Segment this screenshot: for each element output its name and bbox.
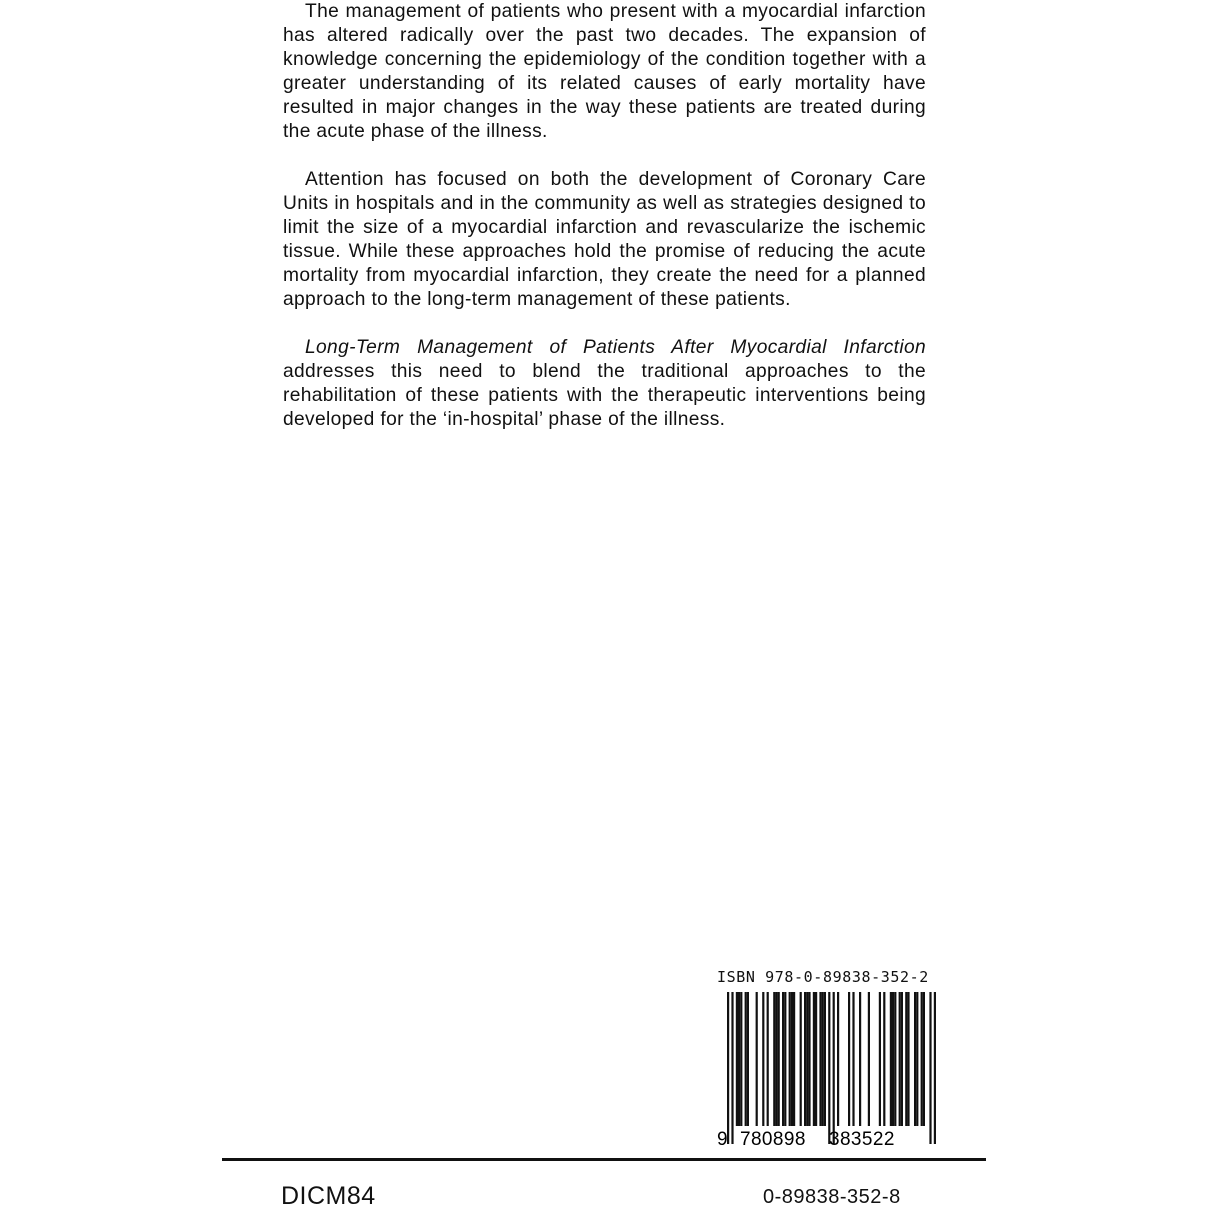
isbn-label: ISBN 978-0-89838-352-2 xyxy=(717,968,929,986)
barcode-bar xyxy=(773,992,775,1126)
barcode-bar xyxy=(756,992,758,1126)
barcode-lead-digit: 9 xyxy=(717,1129,728,1148)
barcode-bar xyxy=(806,992,808,1126)
barcode-bar xyxy=(736,992,738,1126)
barcode-bar xyxy=(819,992,821,1126)
barcode-bar xyxy=(822,992,824,1126)
barcode-left-digits: 780898 xyxy=(740,1129,806,1148)
barcode-bar xyxy=(899,992,901,1126)
barcode-bar xyxy=(907,992,909,1126)
barcode-bar xyxy=(934,992,936,1144)
barcode-bar xyxy=(852,992,854,1126)
barcode-bar xyxy=(837,992,839,1126)
barcode-right-digits: 383522 xyxy=(829,1129,895,1148)
barcode-bar xyxy=(778,992,780,1126)
barcode-bar xyxy=(901,992,903,1126)
barcode-bar xyxy=(782,992,784,1126)
barcode-bar xyxy=(923,992,925,1126)
barcode-bar xyxy=(914,992,916,1126)
barcode-bar xyxy=(727,992,729,1144)
barcode-bar xyxy=(905,992,907,1126)
barcode-bar xyxy=(738,992,740,1126)
barcode-bar xyxy=(813,992,815,1126)
barcode-bar xyxy=(868,992,870,1126)
barcode-bar xyxy=(745,992,747,1126)
blurb-paragraph-1: The management of patients who present with a myocardial infarction has altered radically over the past two decades. The expansion of knowledge concerning the epidemiology of the condition together with a greater understanding of its related causes of early mortality have resulted in major changes in the way these patients are treated during the acute phase of the illness. xyxy=(283,1,926,142)
barcode-bar xyxy=(894,992,896,1126)
barcode-bar xyxy=(883,992,885,1126)
barcode-bar xyxy=(892,992,894,1126)
barcode-bar xyxy=(824,992,826,1126)
barcode-bar xyxy=(815,992,817,1126)
barcode-bar xyxy=(828,992,830,1144)
barcode-bar xyxy=(793,992,795,1126)
barcode-bars xyxy=(727,992,936,1144)
barcode-bar xyxy=(789,992,791,1126)
barcode-bar xyxy=(804,992,806,1126)
barcode-bar xyxy=(784,992,786,1126)
barcode-bar xyxy=(848,992,850,1126)
barcode-bar xyxy=(767,992,769,1126)
barcode-bar xyxy=(800,992,802,1126)
barcode-bar xyxy=(859,992,861,1126)
barcode-bar xyxy=(890,992,892,1126)
footer-divider xyxy=(222,1158,986,1161)
blurb-paragraph-2: Attention has focused on both the development of Coronary Care Units in hospitals and in the community as well as strategies designed to limit the size of a myocardial infarction and revascularize the ischemic tissue. While these approaches hold the promise of reducing the acute mortality from myocardial infarction, they create the need for a planned approach to the long-term management of these patients. xyxy=(283,169,926,310)
barcode-bar xyxy=(916,992,918,1126)
isbn-barcode xyxy=(716,988,936,1148)
barcode-bar xyxy=(833,992,835,1144)
barcode-bar xyxy=(791,992,793,1126)
blurb-paragraph-3 xyxy=(283,336,926,432)
barcode-bar xyxy=(740,992,742,1126)
barcode-bar xyxy=(775,992,777,1126)
barcode-bar xyxy=(762,992,764,1126)
barcode-bar xyxy=(808,992,810,1126)
isbn-10: 0-89838-352-8 xyxy=(763,1186,901,1208)
blurb-paragraph-3-text: addresses this need to blend the traditional approaches to the rehabilitation of these patients with the therapeutic interventions being developed for the ‘in-hospital’ phase of the illness. xyxy=(283,361,926,430)
book-title-italic: Long-Term Management of Patients After Myocardial Infarction xyxy=(305,337,926,358)
barcode-bar xyxy=(731,992,733,1144)
back-cover-blurb xyxy=(283,0,926,432)
barcode-bar xyxy=(879,992,881,1126)
barcode-bar xyxy=(747,992,749,1126)
product-code: DICM84 xyxy=(281,1182,376,1210)
barcode-bar xyxy=(921,992,923,1126)
barcode-bar xyxy=(929,992,931,1144)
